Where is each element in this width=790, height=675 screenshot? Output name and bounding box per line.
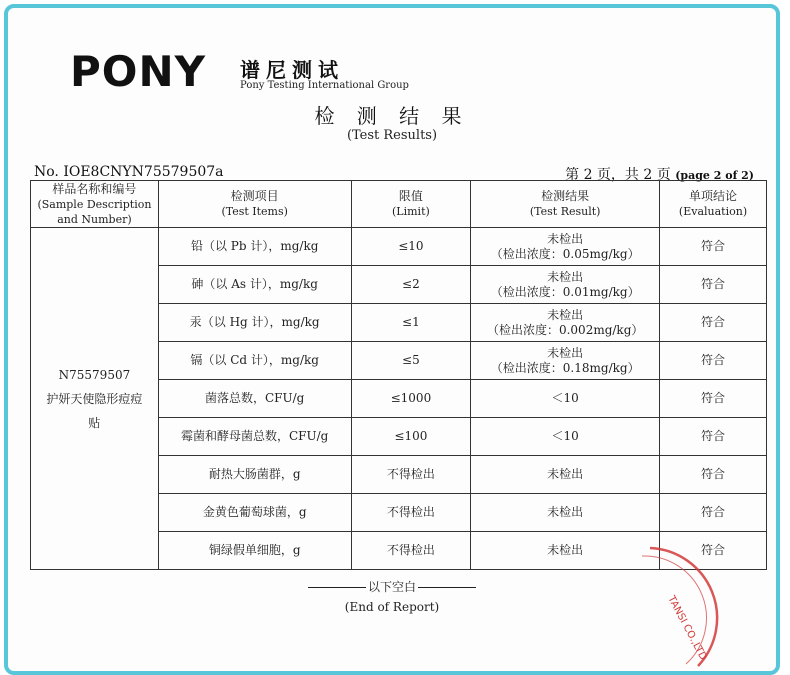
brand-logo-text: PONY: [70, 47, 207, 96]
test-result: 未检出 （检出浓度：0.002mg/kg）: [471, 304, 660, 342]
evaluation: 符合: [660, 228, 767, 266]
evaluation: 符合: [660, 380, 767, 418]
document-title-en: (Test Results): [346, 128, 438, 143]
test-item: 铅（以 Pb 计），mg/kg: [158, 228, 351, 266]
test-item: 耐热大肠菌群，g: [158, 456, 351, 494]
company-seal: [620, 540, 730, 670]
end-of-report-en: (End of Report): [344, 600, 440, 614]
limit-value: ≤1: [351, 304, 471, 342]
document-frame: [4, 4, 780, 675]
limit-value: ≤2: [351, 266, 471, 304]
test-item: 霉菌和酵母菌总数，CFU/g: [158, 418, 351, 456]
table-row: [31, 228, 767, 266]
divider: [418, 587, 476, 588]
header-sample: 样品名称和编号 (Sample Description and Number): [31, 181, 159, 228]
test-item: 菌落总数，CFU/g: [158, 380, 351, 418]
test-result: 未检出 （检出浓度：0.01mg/kg）: [471, 266, 660, 304]
test-result: 未检出: [471, 494, 660, 532]
report-number: No. IOE8CNYN75579507a: [34, 164, 224, 180]
sample-cell: [31, 228, 159, 570]
limit-value: 不得检出: [351, 494, 471, 532]
header-test-items: 检测项目 (Test Items): [158, 181, 351, 228]
seal-text: TANSI CO.,LTD: [665, 594, 709, 663]
seal-ring: [650, 548, 717, 666]
header-limit: 限值 (Limit): [351, 181, 471, 228]
test-result: 未检出 （检出浓度：0.18mg/kg）: [471, 342, 660, 380]
header-test-result: 检测结果 (Test Result): [471, 181, 660, 228]
evaluation: 符合: [660, 456, 767, 494]
header-evaluation: 单项结论 (Evaluation): [660, 181, 767, 228]
test-result: ＜10: [471, 380, 660, 418]
brand-english-name: Pony Testing International Group: [240, 80, 409, 91]
evaluation: 符合: [660, 532, 767, 570]
page-indicator-en: (page 2 of 2): [675, 169, 754, 182]
evaluation: 符合: [660, 342, 767, 380]
end-of-report-marker: 以下空白: [8, 578, 776, 595]
divider: [308, 587, 366, 588]
test-item: 铜绿假单细胞，g: [158, 532, 351, 570]
sample-number: N75579507: [58, 367, 131, 382]
evaluation: 符合: [660, 304, 767, 342]
test-results-table: [30, 180, 767, 570]
limit-value: ≤10: [351, 228, 471, 266]
brand-chinese-name: 谱尼测试: [240, 58, 344, 82]
evaluation: 符合: [660, 494, 767, 532]
sample-name-cont: 贴: [88, 415, 101, 430]
limit-value: ≤100: [351, 418, 471, 456]
limit-value: ≤5: [351, 342, 471, 380]
page-indicator-cn: 第 2 页，共 2 页: [565, 167, 671, 183]
test-result: ＜10: [471, 418, 660, 456]
limit-value: ≤1000: [351, 380, 471, 418]
test-item: 镉（以 Cd 计），mg/kg: [158, 342, 351, 380]
limit-value: 不得检出: [351, 456, 471, 494]
test-item: 汞（以 Hg 计），mg/kg: [158, 304, 351, 342]
evaluation: 符合: [660, 266, 767, 304]
sample-name: 护妍天使隐形痘痘: [46, 391, 143, 406]
limit-value: 不得检出: [351, 532, 471, 570]
test-result: 未检出: [471, 532, 660, 570]
test-item: 砷（以 As 计），mg/kg: [158, 266, 351, 304]
test-result: 未检出 （检出浓度：0.05mg/kg）: [471, 228, 660, 266]
test-item: 金黄色葡萄球菌，g: [158, 494, 351, 532]
test-result: 未检出: [471, 456, 660, 494]
evaluation: 符合: [660, 418, 767, 456]
document-title: 检 测 结 果: [314, 104, 470, 128]
table-header-row: [31, 181, 767, 228]
